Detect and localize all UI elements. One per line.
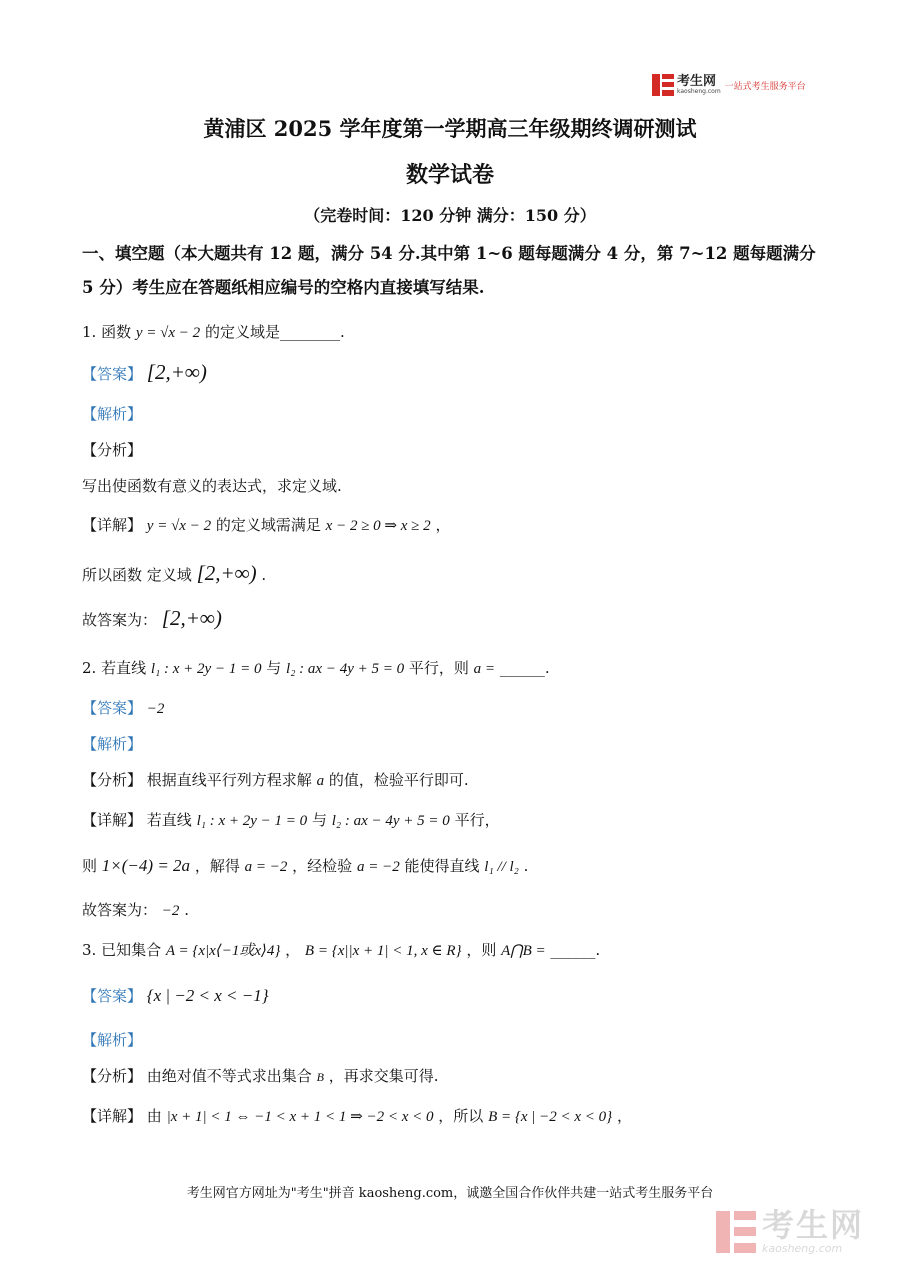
q1-fenxi-tag: 【分析】: [82, 441, 143, 459]
watermark-domain: kaosheng.com: [762, 1242, 843, 1255]
q2-final-value: −2: [161, 903, 180, 919]
subject-title: 数学试卷: [405, 162, 494, 188]
q1-detail-condition: x − 2 ≥ 0 ⇒ x ≥ 2: [325, 518, 431, 534]
q2-calc-equation: 1×(−4) = 2a: [101, 856, 191, 875]
q3-post: ，则: [466, 941, 497, 959]
q3-set-a: A = {x|x⟨−1或x⟩4}: [165, 943, 281, 959]
logo-domain: kaosheng.com: [677, 87, 721, 95]
detail-tag: 【详解】: [82, 811, 143, 829]
logo-name: 考生网: [677, 73, 717, 89]
q3-fenxi: [82, 1066, 439, 1087]
q3-detail-result: B = {x | −2 < x < 0}: [488, 1109, 613, 1125]
q2-calc-check: a = −2: [356, 859, 400, 875]
q3-fenxi-post: ，再求交集可得.: [328, 1067, 439, 1085]
q1-conclusion: [82, 563, 266, 585]
q3-detail-math: |x + 1| < 1 ⇔ −1 < x + 1 < 1 ⇒ −2 < x < 0: [166, 1109, 434, 1125]
q3-pre: 已知集合: [101, 941, 162, 959]
q2-calc-mid: ，解得: [194, 857, 240, 875]
q2-calc-solution: a = −2: [244, 859, 288, 875]
q2-pre: 若直线: [101, 659, 147, 677]
question-3: [82, 940, 600, 961]
q2-detail-post: 平行，: [454, 811, 500, 829]
logo-slogan: 一站式考生服务平台: [724, 81, 806, 92]
q3-ask: A⋂B =: [501, 943, 546, 959]
q1-answer-value: [2,+∞): [146, 360, 207, 384]
q2-detail: [82, 810, 500, 831]
question-1: [82, 322, 345, 343]
q2-blank: ______.: [499, 659, 550, 677]
q3-fenxi-pre: 由绝对值不等式求出集合: [146, 1067, 312, 1085]
detail-tag: 【详解】: [82, 516, 143, 534]
q2-detail-line2: l₂ : ax − 4y + 5 = 0: [331, 813, 450, 829]
q3-blank: ______.: [550, 941, 601, 959]
section-header-line2: 5 分）考生应在答题纸相应编号的空格内直接填写结果.: [82, 278, 485, 297]
q1-analysis-tag: 【解析】: [82, 405, 143, 423]
q3-detail-end: ，: [616, 1107, 632, 1125]
q1-conclusion-value: [2,+∞): [196, 561, 257, 585]
q1-detail-math: y = √x − 2: [146, 518, 212, 534]
q2-calc-mid2: ，经检验: [292, 857, 353, 875]
q1-fenxi-text: 写出使函数有意义的表达式，求定义域.: [82, 477, 342, 495]
q1-conclusion-pre: 所以函数 定义域: [82, 566, 192, 584]
q1-conclusion-end: .: [261, 566, 267, 584]
watermark-name: 考生网: [762, 1206, 865, 1244]
q2-detail-mid: 与: [311, 811, 327, 829]
q2-final-end: .: [184, 901, 189, 919]
q1-final: [82, 608, 222, 630]
q2-final: [82, 900, 189, 921]
q1-post: 的定义域是________.: [204, 323, 345, 341]
q2-number: 2.: [82, 659, 97, 677]
q2-fenxi-post: 的值，检验平行即可.: [328, 771, 469, 789]
q1-detail-mid: 的定义域需满足: [215, 516, 321, 534]
q2-calc-parallel: l₁ // l₂: [484, 859, 519, 875]
q2-post: 平行，则: [408, 659, 469, 677]
q3-sep: ，: [285, 941, 301, 959]
q2-answer-value: −2: [146, 701, 165, 717]
detail-tag: 【详解】: [82, 1107, 143, 1125]
q2-line2: l₂ : ax − 4y + 5 = 0: [286, 661, 405, 677]
q2-calc-end: .: [523, 857, 529, 875]
q3-analysis-tag: 【解析】: [82, 1031, 143, 1049]
q2-fenxi-var: a: [316, 773, 325, 789]
watermark-icon: [716, 1211, 756, 1253]
q2-fenxi-pre: 根据直线平行列方程求解: [146, 771, 312, 789]
question-2: [82, 658, 550, 679]
answer-tag: 【答案】: [82, 699, 143, 717]
q1-answer: [82, 362, 207, 384]
q3-number: 3.: [82, 941, 97, 959]
q1-function: y = √x − 2: [135, 325, 201, 341]
q3-set-b: B = {x||x + 1| < 1, x ∈ R}: [304, 943, 462, 959]
q2-mid: 与: [266, 659, 282, 677]
answer-tag: 【答案】: [82, 365, 143, 383]
q1-detail: [82, 515, 450, 536]
q2-answer: [82, 698, 164, 719]
q3-answer-value: {x | −2 < x < −1}: [146, 986, 269, 1005]
q2-calc-pre: 则: [82, 857, 98, 875]
q3-fenxi-var: B: [316, 1070, 324, 1084]
q2-detail-line1: l₁ : x + 2y − 1 = 0: [196, 813, 308, 829]
exam-title: 黄浦区 2025 学年度第一学期高三年级期终调研测试: [203, 116, 697, 141]
fenxi-tag: 【分析】: [82, 1067, 143, 1085]
page-footer: 考生网官方网址为"考生"拼音 kaosheng.com，诚邀全国合作伙伴共建一站式考生服务平台: [186, 1186, 714, 1201]
q2-final-pre: 故答案为：: [82, 901, 158, 919]
q2-ask: a =: [473, 661, 496, 677]
q3-answer: [82, 986, 269, 1006]
fenxi-tag: 【分析】: [82, 771, 143, 789]
q3-detail: [82, 1106, 632, 1127]
answer-tag: 【答案】: [82, 987, 143, 1005]
q2-detail-pre: 若直线: [146, 811, 192, 829]
q3-detail-mid: ，所以: [438, 1107, 484, 1125]
watermark-logo: [716, 1208, 864, 1255]
q1-number: 1.: [82, 323, 97, 341]
q2-fenxi: [82, 770, 469, 791]
q2-analysis-tag: 【解析】: [82, 735, 143, 753]
exam-info: （完卷时间：120 分钟 满分：150 分）: [304, 206, 596, 225]
q1-final-value: [2,+∞): [161, 606, 222, 630]
header-logo: [652, 74, 806, 96]
q2-line1: l₁ : x + 2y − 1 = 0: [150, 661, 262, 677]
q2-calculation: [82, 856, 528, 877]
q3-detail-pre: 由: [146, 1107, 162, 1125]
q1-pre: 函数: [101, 323, 132, 341]
logo-icon: [652, 74, 674, 96]
q1-final-pre: 故答案为：: [82, 611, 158, 629]
q2-calc-mid3: 能使得直线: [404, 857, 480, 875]
section-header-line1: 一、填空题（本大题共有 12 题，满分 54 分.其中第 1~6 题每题满分 4 分，第 7~12 题每题满分: [82, 244, 816, 263]
q1-detail-end: ，: [435, 516, 451, 534]
